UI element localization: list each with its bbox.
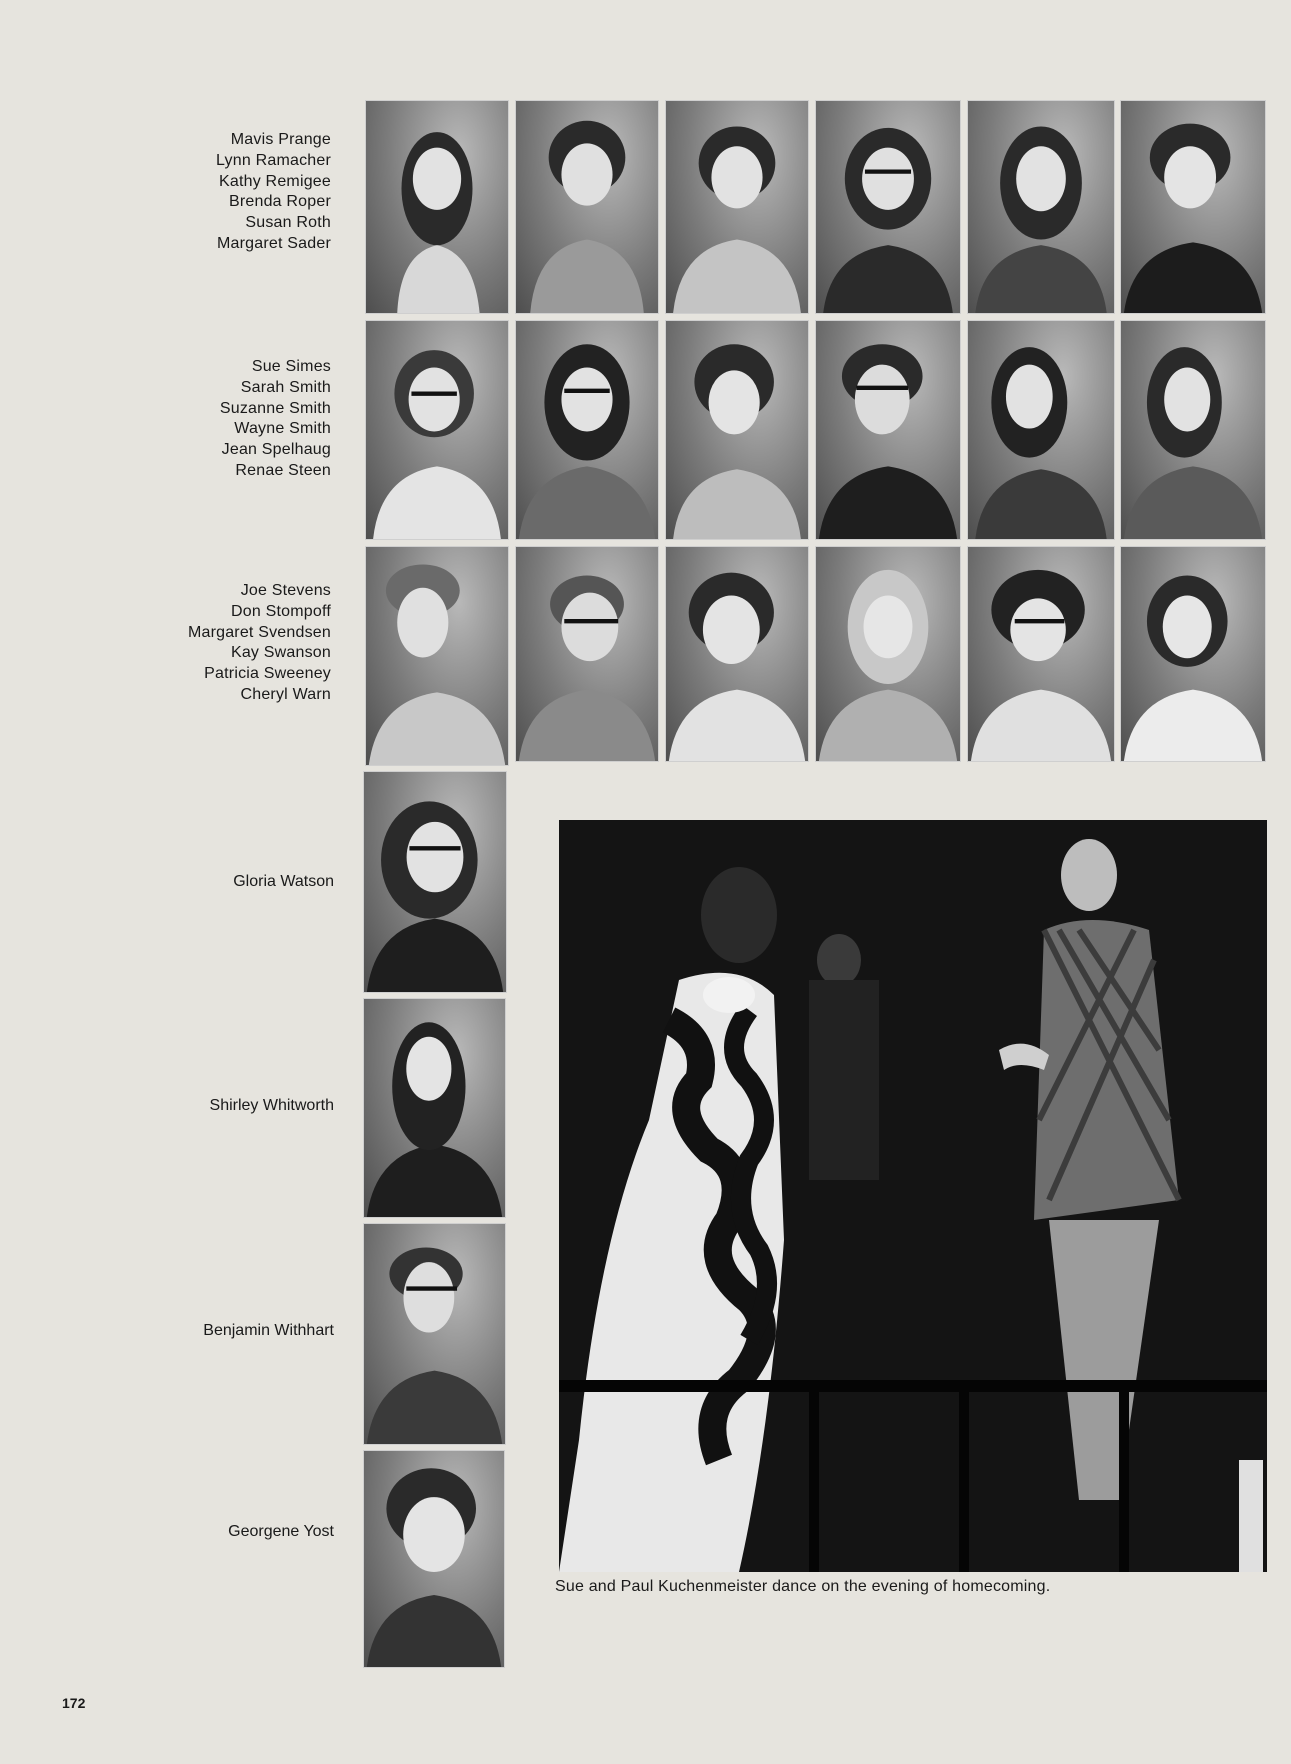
names-list-row-3 bbox=[188, 581, 331, 706]
portrait-photo bbox=[815, 320, 961, 540]
student-name: Don Stompoff bbox=[231, 602, 331, 620]
portrait-photo bbox=[1120, 320, 1266, 540]
dance-candid-photo bbox=[559, 820, 1267, 1572]
portrait-photo bbox=[365, 320, 509, 540]
portrait-photo bbox=[363, 998, 506, 1218]
student-name: Sue Simes bbox=[251, 358, 331, 375]
student-name: Brenda Roper bbox=[228, 193, 331, 211]
student-name: Patricia Sweeney bbox=[204, 665, 331, 683]
names-list-row-2 bbox=[220, 357, 331, 482]
student-name: Kay Swanson bbox=[230, 644, 331, 662]
portrait-photo bbox=[363, 1450, 505, 1668]
student-name: Cheryl Warn bbox=[240, 685, 331, 703]
student-name-single: Benjamin Withhart bbox=[203, 1322, 334, 1339]
portrait-photo bbox=[815, 100, 961, 314]
portrait-photo bbox=[515, 100, 659, 314]
student-name: Suzanne Smith bbox=[219, 399, 331, 417]
student-name: Mavis Prange bbox=[230, 131, 331, 148]
student-name: Joe Stevens bbox=[240, 582, 331, 599]
portrait-photo bbox=[815, 546, 961, 762]
student-name: Wayne Smith bbox=[234, 420, 331, 438]
portrait-photo bbox=[363, 1223, 506, 1445]
portrait-photo bbox=[515, 546, 659, 762]
names-list-row-1 bbox=[216, 130, 331, 255]
student-name-single: Georgene Yost bbox=[228, 1523, 334, 1540]
student-name: Jean Spelhaug bbox=[221, 441, 331, 459]
portrait-photo bbox=[665, 320, 809, 540]
student-name: Margaret Sader bbox=[217, 234, 331, 252]
portrait-photo bbox=[1120, 546, 1266, 762]
page-number: 172 bbox=[62, 1695, 86, 1711]
portrait-photo bbox=[665, 546, 809, 762]
student-name: Renae Steen bbox=[235, 461, 331, 479]
student-name: Margaret Svendsen bbox=[187, 623, 331, 641]
student-name: Lynn Ramacher bbox=[216, 151, 331, 169]
student-name: Susan Roth bbox=[245, 214, 331, 232]
photo-caption: Sue and Paul Kuchenmeister dance on the evening of homecoming. bbox=[555, 1578, 1051, 1595]
portrait-photo bbox=[363, 771, 507, 993]
student-name-single: Gloria Watson bbox=[233, 873, 334, 890]
portrait-photo bbox=[967, 320, 1115, 540]
student-name: Sarah Smith bbox=[240, 378, 331, 396]
portrait-photo bbox=[967, 100, 1115, 314]
portrait-photo bbox=[515, 320, 659, 540]
portrait-photo bbox=[365, 100, 509, 314]
portrait-photo bbox=[967, 546, 1115, 762]
portrait-photo bbox=[365, 546, 509, 766]
portrait-photo bbox=[1120, 100, 1266, 314]
student-name: Kathy Remigee bbox=[219, 172, 331, 190]
portrait-photo bbox=[665, 100, 809, 314]
student-name-single: Shirley Whitworth bbox=[209, 1097, 334, 1114]
